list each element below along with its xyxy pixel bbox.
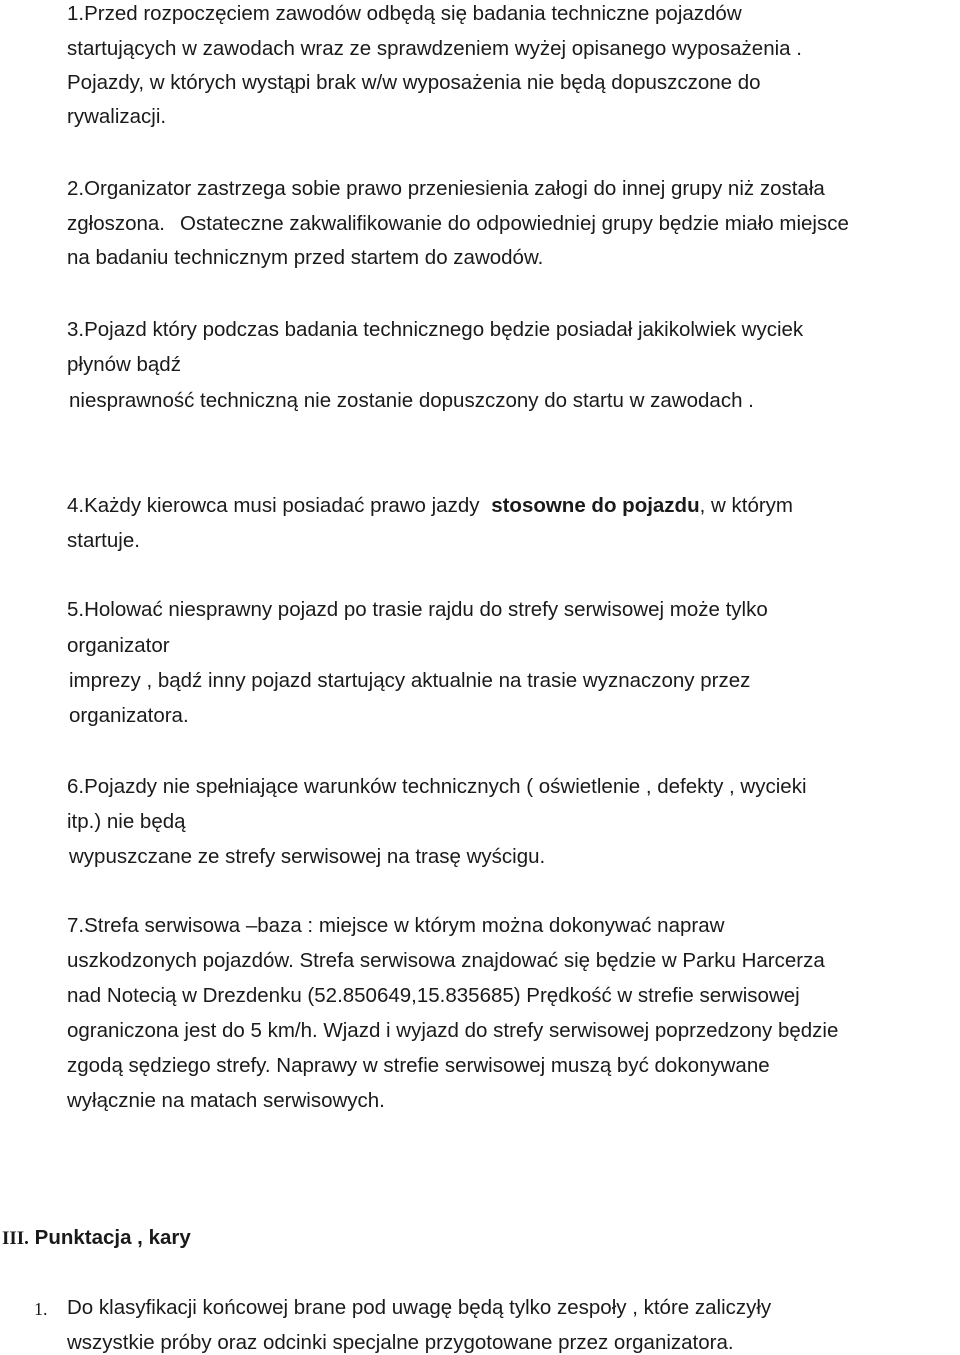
item-7-line-5: zgodą sędziego strefy. Naprawy w strefie serwisowej muszą być dokonywane bbox=[67, 1054, 770, 1077]
item-4-line-2: startuje. bbox=[67, 529, 140, 552]
item-2-line-3: na badaniu technicznym przed startem do zawodów. bbox=[67, 246, 544, 269]
item-1-line-2: startujących w zawodach wraz ze sprawdzeniem wyżej opisanego wyposażenia . bbox=[67, 37, 802, 60]
item-5-line-1: 5.Holować niesprawny pojazd po trasie rajdu do strefy serwisowej może tylko bbox=[67, 598, 768, 621]
item-5-line-4: organizatora. bbox=[69, 704, 189, 727]
item-4-text-b: , w którym bbox=[699, 494, 794, 517]
section-title: Punktacja , kary bbox=[34, 1226, 191, 1249]
section-number: III. bbox=[2, 1228, 29, 1249]
item-3-line-2: płynów bądź bbox=[67, 353, 181, 376]
item-7-line-2: uszkodzonych pojazdów. Strefa serwisowa znajdować się będzie w Parku Harcerza bbox=[67, 949, 825, 972]
item-7-line-4: ograniczona jest do 5 km/h. Wjazd i wyjazd do strefy serwisowej poprzedzony będzie bbox=[67, 1019, 839, 1042]
item-4-text-a: 4.Każdy kierowca musi posiadać prawo jazdy bbox=[67, 494, 480, 517]
item-2-line-2a: zgłoszona. bbox=[67, 212, 166, 235]
item-6-line-3: wypuszczane ze strefy serwisowej na trasę wyścigu. bbox=[69, 845, 546, 868]
item-2-line-2b: Ostateczne zakwalifikowanie do odpowiedniej grupy będzie miało miejsce bbox=[180, 212, 849, 235]
item-3-line-3: niesprawność techniczną nie zostanie dopuszczony do startu w zawodach . bbox=[69, 389, 754, 412]
item-2-line-1: 2.Organizator zastrzega sobie prawo przeniesienia załogi do innej grupy niż została bbox=[67, 177, 825, 200]
section-item-1-line-2: wszystkie próby oraz odcinki specjalne przygotowane przez organizatora. bbox=[67, 1331, 734, 1354]
item-6-line-2: itp.) nie będą bbox=[67, 810, 186, 833]
item-6-line-1: 6.Pojazdy nie spełniające warunków technicznych ( oświetlenie , defekty , wycieki bbox=[67, 775, 807, 798]
section-item-1-line-1: Do klasyfikacji końcowej brane pod uwagę będą tylko zespoły , które zaliczyły bbox=[67, 1296, 772, 1319]
item-5-line-2: organizator bbox=[67, 634, 170, 657]
section-heading bbox=[2, 1226, 191, 1251]
item-5-line-3: imprezy , bądź inny pojazd startujący aktualnie na trasie wyznaczony przez bbox=[69, 669, 751, 692]
item-7-line-6: wyłącznie na matach serwisowych. bbox=[67, 1089, 385, 1112]
item-7-line-1: 7.Strefa serwisowa –baza : miejsce w którym można dokonywać napraw bbox=[67, 914, 725, 937]
item-4-line-1 bbox=[67, 494, 793, 518]
item-7-line-3: nad Notecią w Drezdenku (52.850649,15.835685) Prędkość w strefie serwisowej bbox=[67, 984, 800, 1007]
section-item-1-number: 1. bbox=[34, 1299, 48, 1319]
item-1-line-3: Pojazdy, w których wystąpi brak w/w wyposażenia nie będą dopuszczone do bbox=[67, 71, 761, 94]
item-4-bold-text: stosowne do pojazdu bbox=[491, 494, 700, 517]
item-1-line-4: rywalizacji. bbox=[67, 105, 167, 128]
item-3-line-1: 3.Pojazd który podczas badania technicznego będzie posiadał jakikolwiek wyciek bbox=[67, 318, 804, 341]
item-1-line-1: 1.Przed rozpoczęciem zawodów odbędą się badania techniczne pojazdów bbox=[67, 2, 742, 25]
